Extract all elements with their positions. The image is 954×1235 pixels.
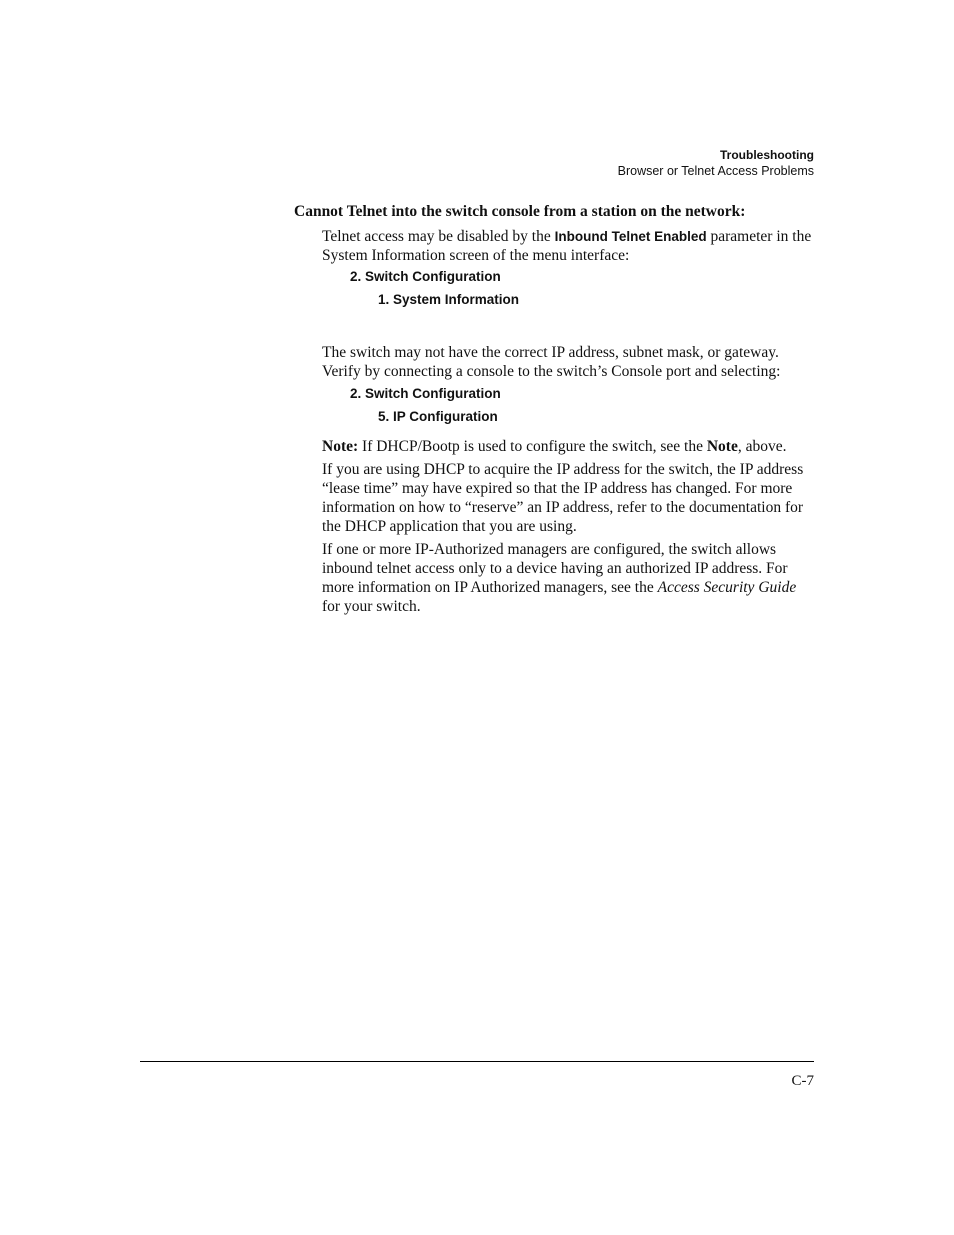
- note-text-after: , above.: [737, 438, 787, 455]
- running-header-section: Browser or Telnet Access Problems: [617, 164, 814, 178]
- p4-text-after: for your switch.: [322, 598, 421, 615]
- paragraph-telnet-disabled: [322, 227, 814, 265]
- note-text-before: If DHCP/Bootp is used to configure the switch, see the: [358, 438, 707, 455]
- page-number: C-7: [791, 1073, 814, 1089]
- paragraph-ip-address: The switch may not have the correct IP address, subnet mask, or gateway. Verify by connecting a console to the switch’s Console port and selecting:: [322, 344, 781, 380]
- note-label: Note:: [322, 438, 359, 455]
- menu-path-switch-configuration: 2. Switch Configuration: [350, 269, 501, 284]
- paragraph-ip-authorized-managers: [322, 540, 814, 616]
- menu-path-switch-configuration-2: 2. Switch Configuration: [350, 386, 501, 401]
- note-reference: Note: [706, 438, 738, 455]
- parameter-inbound-telnet-enabled: Inbound Telnet Enabled: [554, 229, 707, 244]
- paragraph-dhcp-lease: If you are using DHCP to acquire the IP address for the switch, the IP address “lease time” may have expired so that the IP address has changed. For more information on how to “reserve” an IP address, refer to the documentation for the DHCP application that you are using.: [322, 461, 804, 535]
- footer-rule: [140, 1061, 814, 1062]
- section-heading: Cannot Telnet into the switch console from a station on the network:: [294, 203, 746, 220]
- note-paragraph: [322, 437, 814, 456]
- p4-text-before: If one or more IP-Authorized managers are configured, the switch allows inbound telnet access only to a device having an authorized IP address. For more information on IP Authorized managers, see the: [322, 541, 788, 596]
- p1-text-before: Telnet access may be disabled by the: [322, 228, 555, 245]
- access-security-guide-title: Access Security Guide: [657, 579, 797, 596]
- menu-path-ip-configuration: 5. IP Configuration: [378, 409, 498, 424]
- menu-path-system-information: 1. System Information: [378, 292, 520, 307]
- p1-text-after: parameter in the System Information screen of the menu interface:: [322, 228, 812, 264]
- running-header-chapter: Troubleshooting: [720, 148, 814, 162]
